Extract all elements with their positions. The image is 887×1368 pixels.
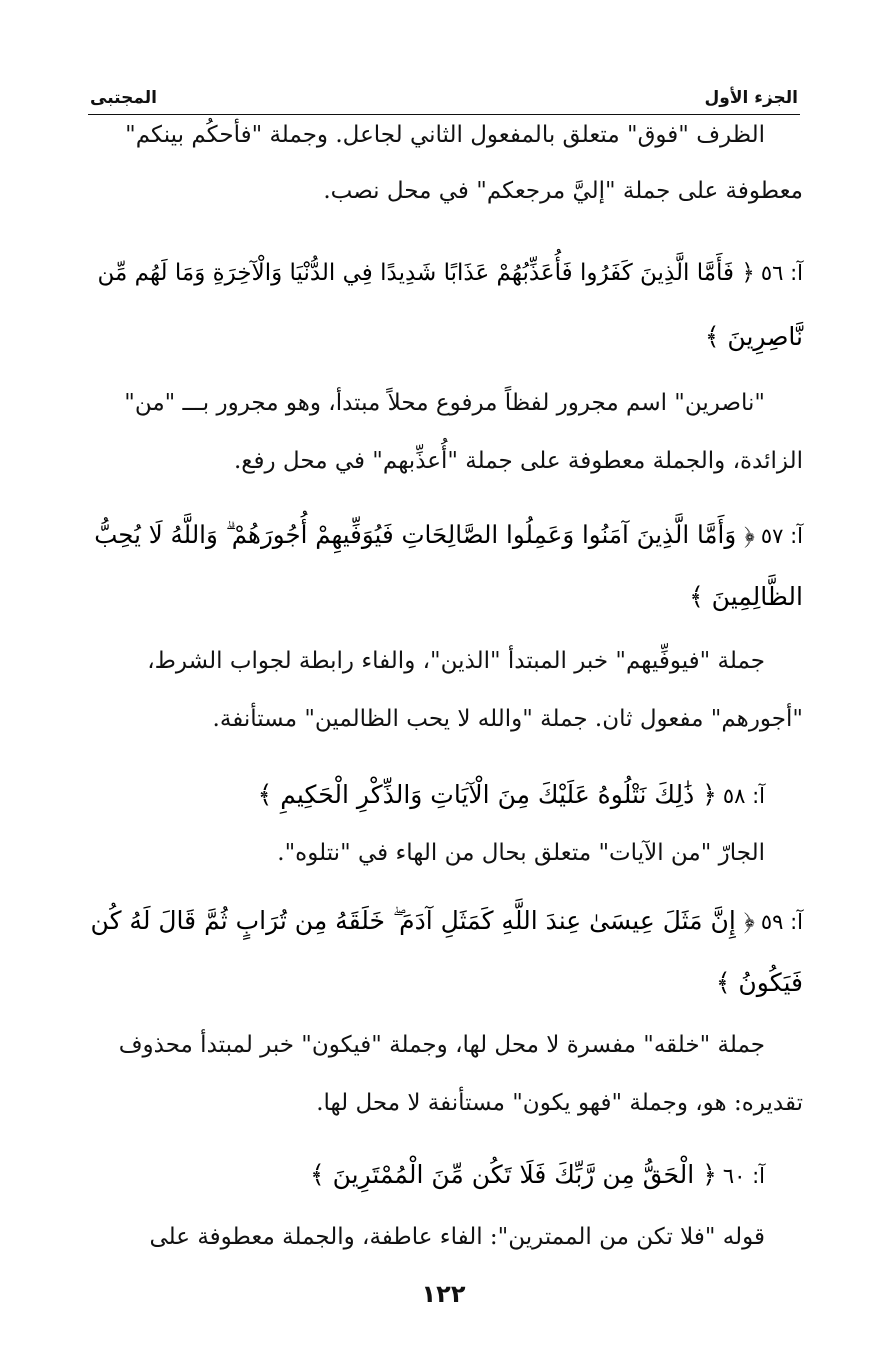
verse-reference: آ: ٥٨ [722,784,765,808]
paragraph-line: "ناصرين" اسم مجرور لفظاً مرفوع محلاً مبتدأ، وهو مجرور بـــ "من" [124,390,765,416]
verse-57-line-2 [689,582,803,611]
verse-text-continued: الظَّالِمِينَ ﴾ [689,582,803,611]
verse-text: ﴿ فَأَمَّا الَّذِينَ كَفَرُوا فَأُعَذِّبُهُمْ عَذَابًا شَدِيدًا فِي الدُّنْيَا وَالْآخِرَةِ وَمَا لَهُم مِّن [97,260,755,286]
verse-56-line-1 [98,260,804,286]
paragraph-line: تقديره: هو، وجملة "فهو يكون" مستأنفة لا محل لها. [316,1090,803,1116]
paragraph-line: قوله "فلا تكن من الممترين": الفاء عاطفة، والجملة معطوفة على [149,1224,765,1250]
paragraph-line: معطوفة على جملة "إليَّ مرجعكم" في محل نصب. [323,178,803,204]
verse-text-continued: نَّاصِرِينَ ﴾ [704,322,803,351]
verse-reference: آ: ٥٧ [760,524,803,548]
verse-59-line-2 [716,968,803,997]
verse-text: ﴿ الْحَقُّ مِن رَّبِّكَ فَلَا تَكُن مِّنَ الْمُمْتَرِينَ ﴾ [310,1160,717,1189]
verse-59-line-1 [91,906,803,936]
paragraph-line: الزائدة، والجملة معطوفة على جملة "أُعذِّبهم" في محل رفع. [233,448,803,474]
paragraph-line: جملة "خلقه" مفسرة لا محل لها، وجملة "فيكون" خبر لمبتدأ محذوف [118,1032,765,1058]
header-book-title: المجتبى [90,88,157,108]
verse-text-continued: فَيَكُونُ ﴾ [715,968,803,997]
verse-58-line-1 [258,780,765,809]
verse-60-line-1 [310,1160,765,1189]
verse-56-line-2 [705,322,803,351]
verse-reference: آ: ٥٩ [760,910,803,934]
verse-reference: آ: ٥٦ [760,261,803,285]
header-section-title: الجزء الأول [704,88,798,108]
verse-text: ﴿ إِنَّ مَثَلَ عِيسَىٰ عِندَ اللَّهِ كَمَثَلِ آدَمَ ۖ خَلَقَهُ مِن تُرَابٍ ثُمَّ قَالَ لَهُ كُن [90,906,755,935]
page-number: ١٢٢ [421,1280,466,1308]
paragraph-line: جملة "فيوفِّيهم" خبر المبتدأ "الذين"، والفاء رابطة لجواب الشرط، [147,648,765,674]
running-header [88,86,800,115]
verse-text: ﴿ وَأَمَّا الَّذِينَ آمَنُوا وَعَمِلُوا الصَّالِحَاتِ فَيُوَفِّيهِمْ أُجُورَهُمْ ۗ وَاللَّهُ لَا يُحِبُّ [94,520,755,549]
paragraph-line: الظرف "فوق" متعلق بالمفعول الثاني لجاعل. وجملة "فأحكُم بينكم" [125,122,765,148]
verse-reference: آ: ٦٠ [722,1164,765,1188]
verse-text: ﴿ ذَٰلِكَ نَتْلُوهُ عَلَيْكَ مِنَ الْآيَاتِ وَالذِّكْرِ الْحَكِيمِ ﴾ [257,780,717,809]
verse-57-line-1 [94,520,803,549]
paragraph-line: "أجورهم" مفعول ثان. جملة "والله لا يحب الظالمين" مستأنفة. [212,706,803,732]
paragraph-line: الجارّ "من الآيات" متعلق بحال من الهاء في "نتلوه". [277,840,765,866]
